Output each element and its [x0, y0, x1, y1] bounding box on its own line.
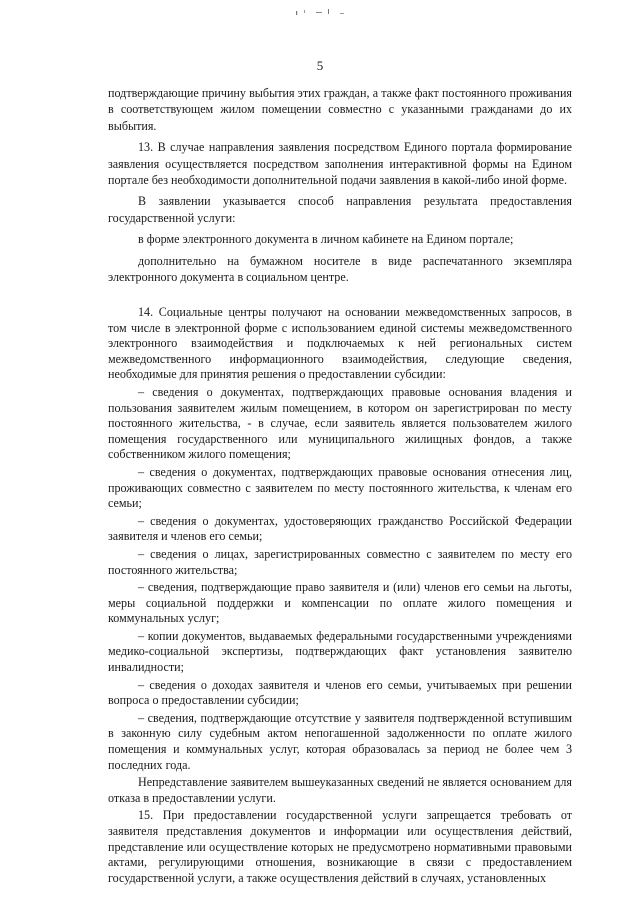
- paragraph: – сведения о доходах заявителя и членов его семьи, учитываемых при решении вопроса о предоставлении субсидии;: [108, 677, 572, 708]
- paragraph: 15. При предоставлении государственной услуги запрещается требовать от заявителя представления документов и информации или осуществления действий, представление или осуществление которых не предусмотрено нормативными правовыми актами, регулирующими отношения, возникающие в связи с предоставлением государственной услуги, а также осуществления действий в случаях, установленных: [108, 808, 572, 885]
- paragraph: – копии документов, выдаваемых федеральными государственными учреждениями медико-социальной экспертизы, подтверждающих факт установления заявителю инвалидности;: [108, 628, 572, 675]
- paragraph: – сведения о документах, удостоверяющих гражданство Российской Федерации заявителя и членов его семьи;: [108, 513, 572, 544]
- text-block-lower: [108, 305, 572, 886]
- paragraph: подтверждающие причину выбытия этих граждан, а также факт постоянного проживания в соответствующем жилом помещении совместно с указанными гражданами до их выбытия.: [108, 86, 572, 133]
- paragraph: – сведения, подтверждающие отсутствие у заявителя подтвержденной вступившим в законную силу судебным актом непогашенной задолженности по оплате жилого помещения и коммунальных услуг, которая образовалась за период не более чем 3 последних года.: [108, 710, 572, 772]
- text-block-upper: [108, 85, 572, 285]
- paragraph: в форме электронного документа в личном кабинете на Едином портале;: [138, 232, 514, 247]
- paragraph: – сведения о документах, подтверждающих правовые основания отнесения лиц, проживающих совместно с заявителем по месту постоянного жительства, к членам его семьи;: [108, 464, 572, 511]
- scan-artifact-marks: [296, 6, 356, 20]
- page-number: 5: [316, 58, 324, 73]
- paragraph: 14. Социальные центры получают на основании межведомственных запросов, в том числе в электронной форме с использованием единой системы межведомственного электронного взаимодействия и подключаемых к ней региональных систем межведомственного информационного взаимодействия, следующие сведения, необходимые для принятия решения о предоставлении субсидии:: [108, 305, 572, 382]
- paragraph: – сведения о лицах, зарегистрированных совместно с заявителем по месту его постоянного жительства;: [108, 546, 572, 577]
- paragraph: – сведения, подтверждающие право заявителя и (или) членов его семьи на льготы, меры социальной поддержки и компенсации по оплате жилого помещения и коммунальных услуг;: [108, 580, 572, 626]
- paragraph: Непредставление заявителем вышеуказанных сведений не является основанием для отказа в предоставлении услуги.: [108, 775, 572, 805]
- paragraph: – сведения о документах, подтверждающих правовые основания владения и пользования заявителем жилым помещением, в котором он зарегистрирован по месту постоянного жительства, - в случае, если заявитель является пользователем жилого помещения государственного или муниципального жилищных фондов, а также собственником жилого помещения;: [108, 384, 572, 462]
- paragraph: В заявлении указывается способ направления результата предоставления государственной услуги:: [108, 194, 572, 225]
- paragraph: 13. В случае направления заявления посредством Единого портала формирование заявления осуществляется посредством заполнения интерактивной формы на Едином портале без необходимости дополнительной подачи заявления в какой-либо иной форме.: [108, 140, 572, 188]
- paragraph: дополнительно на бумажном носителе в виде распечатанного экземпляра электронного документа в социальном центре.: [108, 253, 572, 285]
